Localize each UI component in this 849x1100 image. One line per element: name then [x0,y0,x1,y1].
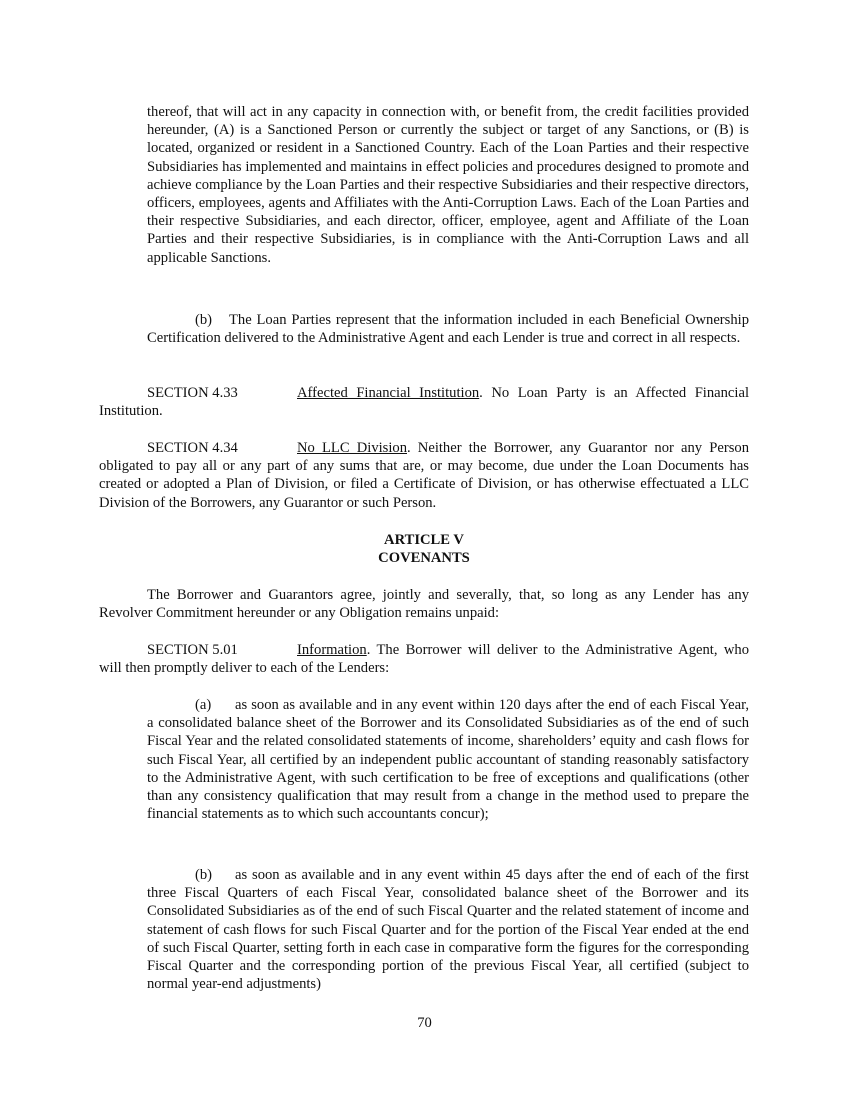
section-number: SECTION 4.34 [147,440,238,456]
section-5-01 [99,641,749,677]
section-4-33 [99,384,749,420]
item-text: as soon as available and in any event within 120 days after the end of each Fiscal Year, a consolidated balance sheet of the Borrower and its Consolidated Subsidiaries as of the end of such Fiscal Year and the related consolidated statements of income, shareholders’ equity and cash flows for such Fiscal Year, all certified by an independent public accountant of standing reasonably satisfactory to the Administrative Agent, with such certification to be free of exceptions and qualifications (other than any consistency qualification that may result from a change in the method used to prepare the financial statements as to which such accountants concur); [147,697,749,823]
section-number: SECTION 5.01 [147,642,238,658]
article-number: ARTICLE V [384,532,464,548]
section-text: . The Borrower will deliver to the Administrative Agent, who will then promptly deliver to each of the Lenders: [99,642,749,677]
item-text: as soon as available and in any event within 45 days after the end of each of the first three Fiscal Quarters of each Fiscal Year, consolidated balance sheet of the Borrower and its Consolidated Subsidiaries as of the end of such Fiscal Quarter and the related statement of income and statement of cash flows for such Fiscal Quarter and for the portion of the Fiscal Year ended at the end of such Fiscal Quarter, setting forth in each case in comparative form the figures for the corresponding Fiscal Quarter and the corresponding portion of the previous Fiscal Year, all certified (subject to normal year-end adjustments) [147,867,749,993]
item-b [147,866,749,993]
section-number: SECTION 4.33 [147,385,238,401]
continuation-text: thereof, that will act in any capacity in connection with, or benefit from, the credit facilities provided hereunder, (A) is a Sanctioned Person or currently the subject or target of any Sanctions, or (B) is located, organized or resident in a Sanctioned Country. Each of the Loan Parties and their respective Subsidiaries has implemented and maintains in effect policies and procedures designed to promote and achieve compliance by the Loan Parties and their respective Subsidiaries and their respective directors, officers, employees, agents and Affiliates with the Anti-Corruption Laws. Each of the Loan Parties and their respective Subsidiaries, and each director, officer, employee, agent and Affiliate of the Loan Parties and their respective Subsidiaries, is in compliance with the Anti-Corruption Laws and all applicable Sanctions. [147,104,749,266]
section-4-34 [99,439,749,512]
covenants-intro [99,586,749,622]
section-heading: No LLC Division [297,440,407,456]
beneficial-ownership-paragraph [147,311,749,347]
page-number: 70 [417,1015,432,1031]
item-label: (a) [195,697,212,713]
continuation-paragraph [147,103,749,267]
section-heading: Affected Financial Institution [297,385,480,401]
item-label: (b) [195,867,213,883]
article-title: COVENANTS [378,550,470,567]
section-text: . Neither the Borrower, any Guarantor nor any Person obligated to pay all or any part of any sums that are, or may become, due under the Loan Documents has created or adopted a Plan of Division, or filed a Certificate of Division, or has otherwise effectuated a LLC Division of the Borrowers, any Guarantor or such Person. [99,440,749,511]
covenants-intro-text: The Borrower and Guarantors agree, jointly and severally, that, so long as any Lender has any Revolver Commitment hereunder or any Obligation remains unpaid: [99,587,749,622]
item-a [147,696,749,823]
para-label: (b) [195,312,213,328]
article-heading [99,531,749,567]
section-heading: Information [297,642,367,658]
section-text: . No Loan Party is an Affected Financial Institution. [99,385,749,420]
para-text: The Loan Parties represent that the information included in each Beneficial Ownership Certification delivered to the Administrative Agent and each Lender is true and correct in all respects. [147,312,749,347]
